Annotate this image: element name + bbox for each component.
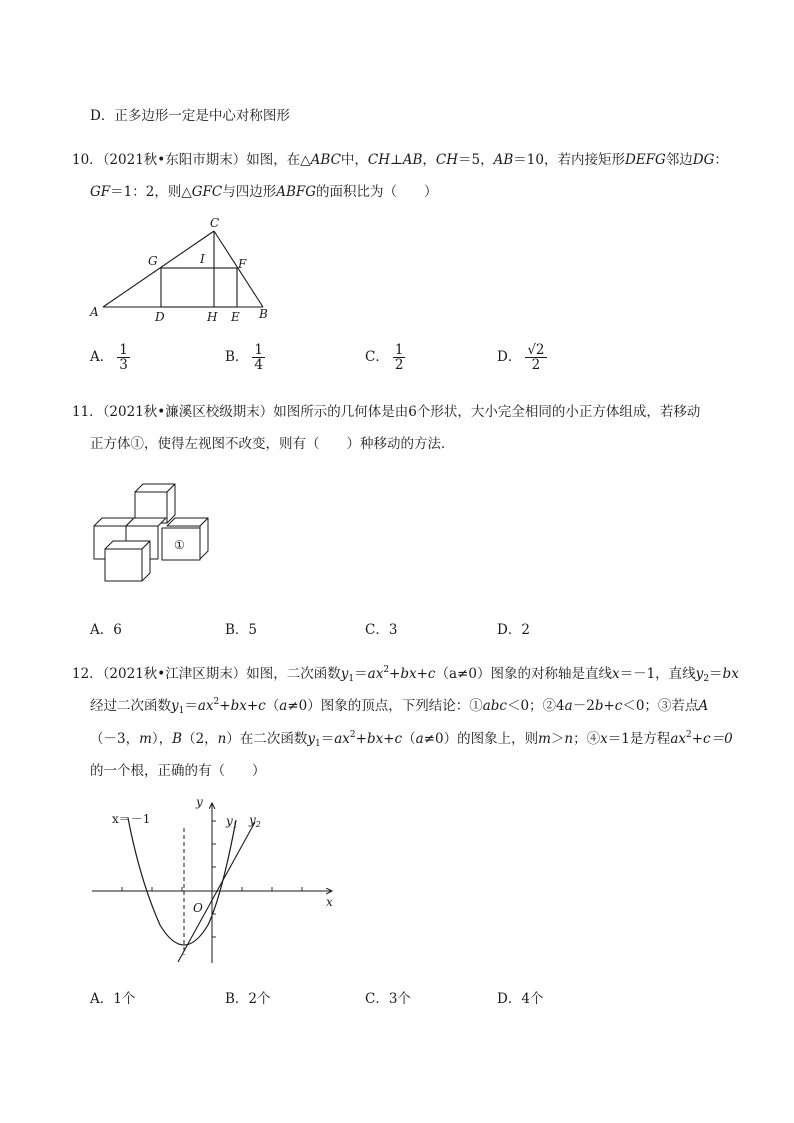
- frac-den: 2: [531, 357, 541, 374]
- q11-source: （2021秋•濂溪区校级期末）: [102, 404, 274, 420]
- q12-var: +c＝0: [691, 731, 733, 747]
- q12-text: ≠0）: [423, 731, 458, 747]
- option-letter: C．: [365, 349, 389, 366]
- q12-var: n: [217, 731, 227, 747]
- q10-source: （2021秋•东阳市期末）: [102, 152, 247, 168]
- q12-var: y: [695, 666, 704, 682]
- option-value: 2个: [248, 991, 271, 1007]
- option-letter: D．: [497, 991, 522, 1007]
- q12-text: ＝: [354, 666, 368, 682]
- axis-label: x＝－1: [112, 812, 151, 826]
- label-I: I: [200, 252, 205, 266]
- q12-text: （: [265, 698, 280, 714]
- y-axis-label: y: [196, 795, 203, 809]
- q12-text: ＜0；③若点: [622, 698, 699, 714]
- q12-var: y: [171, 698, 179, 714]
- q12-text: 经过二次函数: [90, 698, 171, 714]
- q12-option-a[interactable]: [90, 987, 135, 1007]
- q12-var: x: [611, 666, 620, 682]
- q12-text: （2，: [182, 731, 218, 747]
- q12-text: ；④: [573, 731, 601, 747]
- q10-text: 与四边形: [222, 184, 277, 200]
- q12-var: y: [340, 666, 349, 682]
- q12-var: a: [279, 698, 288, 714]
- q11-text: 如图所示的几何体是由6个形状，大小完全相同的小正方体组成，若移动: [273, 404, 701, 420]
- q12-var: x: [600, 731, 608, 747]
- q12-text: ＝: [184, 698, 198, 714]
- q10-var: DEFG: [624, 152, 666, 168]
- q10-text: ＝1：2，则△: [110, 184, 192, 200]
- frac-num: 1: [394, 342, 404, 358]
- q10-text: 中，: [340, 152, 368, 168]
- frac-den: 4: [254, 357, 264, 374]
- frac-num: √2: [527, 342, 545, 358]
- q12-var: m: [139, 731, 152, 747]
- option-letter: A．: [90, 349, 114, 366]
- q10-var: GFC: [191, 184, 223, 200]
- option-letter: B．: [225, 622, 249, 638]
- q10-text: 邻边: [665, 152, 693, 168]
- q12-var: ax: [670, 731, 686, 747]
- option-letter: D．: [497, 349, 522, 366]
- q12-text: ≠0）: [287, 698, 321, 714]
- label-H: H: [207, 310, 218, 324]
- frac-num: 1: [119, 342, 128, 358]
- q12-var: ax: [334, 731, 350, 747]
- q12-text: ＞: [550, 731, 565, 747]
- q12-text: +: [603, 698, 615, 714]
- option-value: 6: [113, 622, 122, 638]
- q12-var: ax: [197, 698, 214, 714]
- q12-number: 12．: [72, 666, 103, 682]
- q11-number: 11．: [72, 404, 103, 420]
- q12-var: a: [415, 731, 424, 747]
- q12-text: （－3，: [90, 731, 140, 747]
- q12-source: （2021秋•江津区期末）: [102, 666, 247, 682]
- q12-text: ＜0；②4: [506, 698, 565, 714]
- parabola-y1: [128, 818, 236, 945]
- label-D: D: [155, 310, 165, 324]
- q12-line-4: 的一个根，正确的有（ ）: [90, 763, 266, 779]
- q12-line-3: （－3，m），B（2，n）在二次函数$y_1=ax^2+bx+c(a\ne 0)$的图象上，则m＞n；④x＝1是方程$ax^2+c=0$: [90, 730, 733, 749]
- q12-text: 如图，二次函数: [246, 666, 341, 682]
- curve-y1-label: $y_1$: [226, 814, 238, 830]
- q9-option-d: D．正多边形一定是中心对称图形: [90, 108, 290, 124]
- q12-option-c[interactable]: [365, 987, 411, 1007]
- q12-var: ax: [367, 666, 384, 682]
- q12-text: ＝: [709, 666, 723, 682]
- q12-var: y: [307, 731, 316, 747]
- q10-var: AB: [493, 152, 514, 168]
- frac-num: 1: [254, 342, 264, 358]
- q10-var: AB: [402, 152, 423, 168]
- option-value: 5: [248, 622, 258, 638]
- q10-text: ：: [714, 152, 728, 168]
- option-value: 3: [388, 622, 398, 638]
- q12-text: ＝－1，直线: [619, 666, 696, 682]
- cube-1-label: ①: [174, 538, 185, 552]
- option-letter: C．: [365, 991, 389, 1007]
- line-y2: [178, 822, 255, 962]
- q12-var: bx: [722, 666, 739, 682]
- q10-text: ，: [422, 152, 436, 168]
- line-y2-label: $y_2$: [249, 813, 261, 829]
- option-value: 4个: [521, 991, 544, 1007]
- option-value: 1个: [113, 991, 136, 1007]
- q10-var: CH: [435, 152, 458, 168]
- q12-var: B: [172, 731, 183, 747]
- q11-line-2: 正方体①，使得左视图不改变，则有（ ）种移动的方法．: [90, 436, 455, 452]
- q12-text: ＝: [320, 731, 335, 747]
- origin-label: O: [193, 901, 203, 915]
- q12-var: +bx+c: [389, 666, 436, 682]
- q10-text: 如图，在△: [246, 152, 311, 168]
- q12-text: 的图象上，则: [457, 731, 539, 747]
- q12-line-2: 经过二次函数$y_1=ax^2+bx+c(a\ne 0)$图象的顶点，下列结论：①abc＜0；②4a－2b+c＜0；③若点A: [90, 697, 709, 716]
- option-letter: C．: [365, 622, 389, 638]
- q12-text: （a≠0）图象的对称轴是直线: [435, 666, 612, 682]
- label-G: G: [148, 254, 158, 268]
- q10-var: DG: [692, 152, 715, 168]
- q12-option-b[interactable]: [225, 987, 271, 1007]
- q10-text: ＝5，: [458, 152, 494, 168]
- q12-text: ），: [151, 731, 173, 747]
- option-letter: D．: [497, 622, 522, 638]
- q12-text: －2: [572, 698, 595, 714]
- option-value: 2: [521, 622, 530, 638]
- label-A: A: [90, 305, 99, 319]
- x-axis-label: x: [326, 895, 333, 909]
- q10-text: ＝10，若内接矩形: [513, 152, 625, 168]
- q10-text: 的面积比为（ ）: [316, 184, 438, 200]
- q12-var: m: [538, 731, 551, 747]
- option-letter: A．: [90, 622, 114, 638]
- q12-var: abc: [482, 698, 507, 714]
- option-value: 3个: [388, 991, 411, 1007]
- q12-text: （: [402, 731, 416, 747]
- option-letter: B．: [225, 349, 249, 366]
- q12-var: a: [564, 698, 573, 714]
- label-C: C: [210, 216, 220, 230]
- q12-var: +bx+c: [355, 731, 403, 747]
- q12-text: ）在二次函数: [226, 731, 308, 747]
- q10-var: ABFG: [276, 184, 317, 200]
- q12-var: A: [698, 698, 709, 714]
- q10-var: ABC: [310, 152, 341, 168]
- q10-text: ⊥: [390, 152, 403, 168]
- q12-option-d[interactable]: [497, 987, 543, 1007]
- q10-number: 10．: [72, 152, 103, 168]
- q12-line-1: 12．（2021秋•江津区期末）如图，二次函数$y_1=ax^2+bx+c(a\ne 0)$图象的对称轴是直线x＝－1，直线$y_2=bx$: [72, 665, 739, 684]
- frac-den: 2: [394, 357, 404, 374]
- q10-var: GF: [90, 184, 111, 200]
- label-E: E: [231, 310, 240, 324]
- option-letter: A．: [90, 991, 114, 1007]
- q12-var: +bx+c: [219, 698, 266, 714]
- q10-var: CH: [367, 152, 391, 168]
- label-B: B: [259, 307, 268, 321]
- q12-var: b: [594, 698, 604, 714]
- q12-text: ＝1是方程: [607, 731, 671, 747]
- label-F: F: [238, 257, 247, 271]
- q12-var: n: [564, 731, 574, 747]
- q12-var: c: [614, 698, 623, 714]
- q12-text: 图象的顶点，下列结论：①: [320, 698, 483, 714]
- frac-den: 3: [119, 357, 128, 374]
- option-letter: B．: [225, 991, 249, 1007]
